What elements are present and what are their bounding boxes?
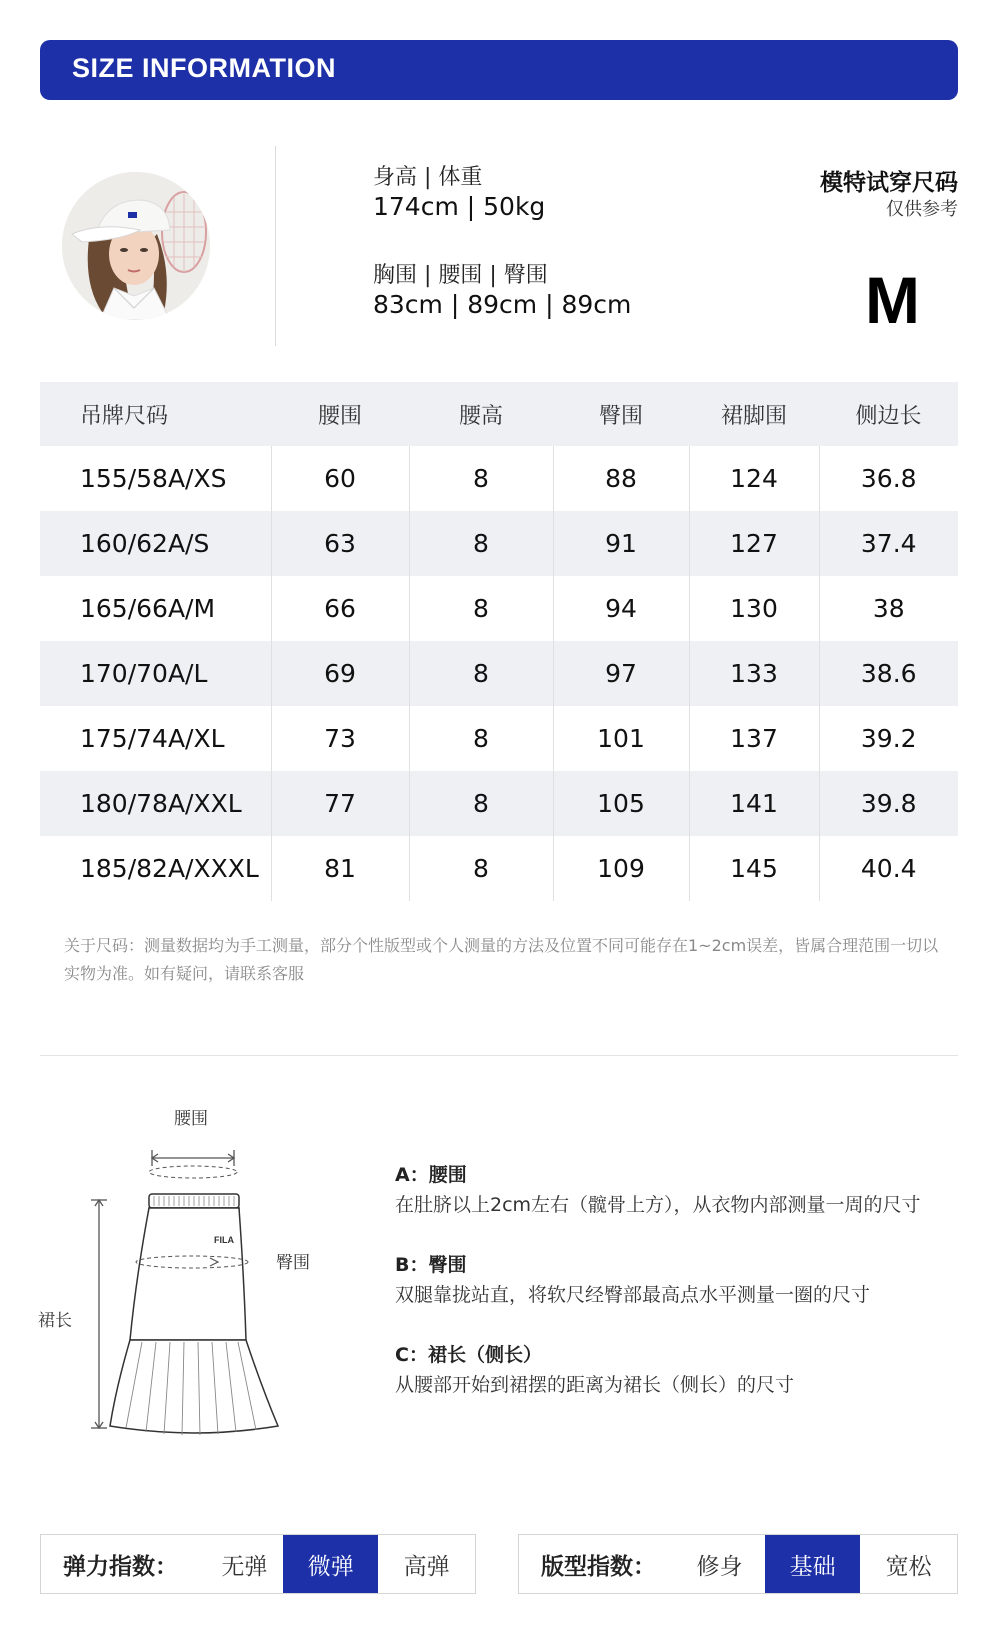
cell-waist: 63 bbox=[271, 511, 409, 576]
size-note: 关于尺码：测量数据均为手工测量，部分个性版型或个人测量的方法及位置不同可能存在1~2cm误差，皆属合理范围一切以实物为准。如有疑问，请联系客服 bbox=[64, 936, 939, 983]
cell-hip: 109 bbox=[553, 836, 689, 901]
section-divider bbox=[40, 1055, 958, 1056]
cell-size: 175/74A/XL bbox=[80, 724, 225, 753]
cell-waist-height: 8 bbox=[409, 576, 553, 641]
table-row bbox=[40, 706, 958, 771]
size-info-banner bbox=[40, 40, 958, 100]
cell-hem: 141 bbox=[689, 771, 819, 836]
table-row bbox=[40, 511, 958, 576]
skirt-outline-icon bbox=[34, 1128, 324, 1448]
tryon-size-title: 模特试穿尺码 bbox=[820, 170, 958, 196]
cell-waist: 60 bbox=[271, 446, 409, 511]
cell-hip: 91 bbox=[553, 511, 689, 576]
cell-hem: 137 bbox=[689, 706, 819, 771]
cell-size: 155/58A/XS bbox=[80, 464, 227, 493]
tryon-size-subtitle: 仅供参考 bbox=[886, 199, 958, 220]
cell-side-length: 38 bbox=[819, 576, 958, 641]
desc-waist-text: 在肚脐以上2cm左右（髋骨上方），从衣物内部测量一周的尺寸 bbox=[395, 1194, 921, 1216]
cell-side-length: 40.4 bbox=[819, 836, 958, 901]
skirt-diagram bbox=[34, 1109, 324, 1448]
table-row bbox=[40, 641, 958, 706]
elasticity-label: 弹力指数： bbox=[63, 1553, 178, 1580]
cell-hip: 88 bbox=[553, 446, 689, 511]
cell-waist: 77 bbox=[271, 771, 409, 836]
col-header-size: 吊牌尺码 bbox=[40, 382, 271, 446]
model-portrait-image bbox=[62, 172, 210, 320]
cell-hip: 94 bbox=[553, 576, 689, 641]
desc-waist-title: A：腰围 bbox=[395, 1164, 467, 1186]
height-weight-label: 身高 | 体重 bbox=[373, 165, 483, 190]
cell-side-length: 39.2 bbox=[819, 706, 958, 771]
cell-size: 165/66A/M bbox=[80, 594, 216, 623]
cell-size: 170/70A/L bbox=[40, 641, 271, 706]
size-table bbox=[40, 382, 958, 901]
fit-option-regular: 基础 bbox=[765, 1535, 860, 1593]
col-header-waist: 腰围 bbox=[271, 382, 409, 446]
cell-waist-height: 8 bbox=[409, 836, 553, 901]
cell-size: 180/78A/XXL bbox=[40, 771, 271, 836]
cell-waist-height: 8 bbox=[409, 641, 553, 706]
cell-hem: 124 bbox=[689, 446, 819, 511]
cell-waist-height: 8 bbox=[409, 446, 553, 511]
cell-waist-height: 8 bbox=[409, 706, 553, 771]
cell-hem: 145 bbox=[689, 836, 819, 901]
cell-hip: 101 bbox=[553, 706, 689, 771]
table-header-row bbox=[40, 382, 958, 446]
fit-option-slim: 修身 bbox=[696, 1553, 743, 1580]
cell-waist: 66 bbox=[271, 576, 409, 641]
cell-size: 185/82A/XXXL bbox=[80, 854, 259, 883]
fit-index bbox=[518, 1534, 958, 1594]
skirt-brand-text: FILA bbox=[214, 1235, 234, 1245]
cell-side-length: 39.8 bbox=[819, 771, 958, 836]
cell-waist: 73 bbox=[271, 706, 409, 771]
waist-diagram-label: 腰围 bbox=[174, 1109, 208, 1129]
col-header-waist-height: 腰高 bbox=[409, 382, 553, 446]
table-row bbox=[40, 576, 958, 641]
model-photo bbox=[62, 172, 210, 320]
cell-side-length: 37.4 bbox=[819, 511, 958, 576]
fit-label: 版型指数： bbox=[541, 1553, 656, 1580]
model-divider bbox=[275, 146, 276, 346]
cell-hip: 97 bbox=[553, 641, 689, 706]
elasticity-index bbox=[40, 1534, 476, 1594]
table-row bbox=[40, 446, 958, 511]
elasticity-option-slight: 微弹 bbox=[283, 1535, 378, 1593]
table-row bbox=[40, 771, 958, 836]
cell-hem: 127 bbox=[689, 511, 819, 576]
desc-hip-title: B：臀围 bbox=[395, 1254, 467, 1276]
body-measures-value: 83cm | 89cm | 89cm bbox=[373, 290, 632, 319]
cell-waist-height: 8 bbox=[409, 771, 553, 836]
cell-size: 160/62A/S bbox=[40, 511, 271, 576]
col-header-hem: 裙脚围 bbox=[689, 382, 819, 446]
elasticity-option-none: 无弹 bbox=[221, 1553, 268, 1580]
desc-length-text: 从腰部开始到裙摆的距离为裙长（侧长）的尺寸 bbox=[395, 1374, 795, 1396]
col-header-side-length: 侧边长 bbox=[819, 382, 958, 446]
length-diagram-label: 裙长 bbox=[38, 1311, 72, 1331]
cell-waist-height: 8 bbox=[409, 511, 553, 576]
hip-diagram-label: 臀围 bbox=[276, 1253, 310, 1273]
banner-title: SIZE INFORMATION bbox=[72, 53, 336, 83]
cell-side-length: 38.6 bbox=[819, 641, 958, 706]
cell-waist: 69 bbox=[271, 641, 409, 706]
height-weight-value: 174cm | 50kg bbox=[373, 192, 546, 221]
fit-option-loose: 宽松 bbox=[885, 1553, 932, 1580]
desc-length-title: C：裙长（侧长） bbox=[395, 1344, 542, 1366]
tryon-size-value: M bbox=[865, 263, 920, 337]
cell-hip: 105 bbox=[553, 771, 689, 836]
table-row bbox=[40, 836, 958, 901]
cell-hem: 130 bbox=[689, 576, 819, 641]
cell-hem: 133 bbox=[689, 641, 819, 706]
cell-waist: 81 bbox=[271, 836, 409, 901]
elasticity-option-high: 高弹 bbox=[403, 1553, 450, 1580]
desc-hip-text: 双腿靠拢站直，将软尺经臀部最高点水平测量一圈的尺寸 bbox=[395, 1284, 871, 1306]
col-header-hip: 臀围 bbox=[553, 382, 689, 446]
body-measures-label: 胸围 | 腰围 | 臀围 bbox=[373, 263, 548, 288]
cell-side-length: 36.8 bbox=[819, 446, 958, 511]
